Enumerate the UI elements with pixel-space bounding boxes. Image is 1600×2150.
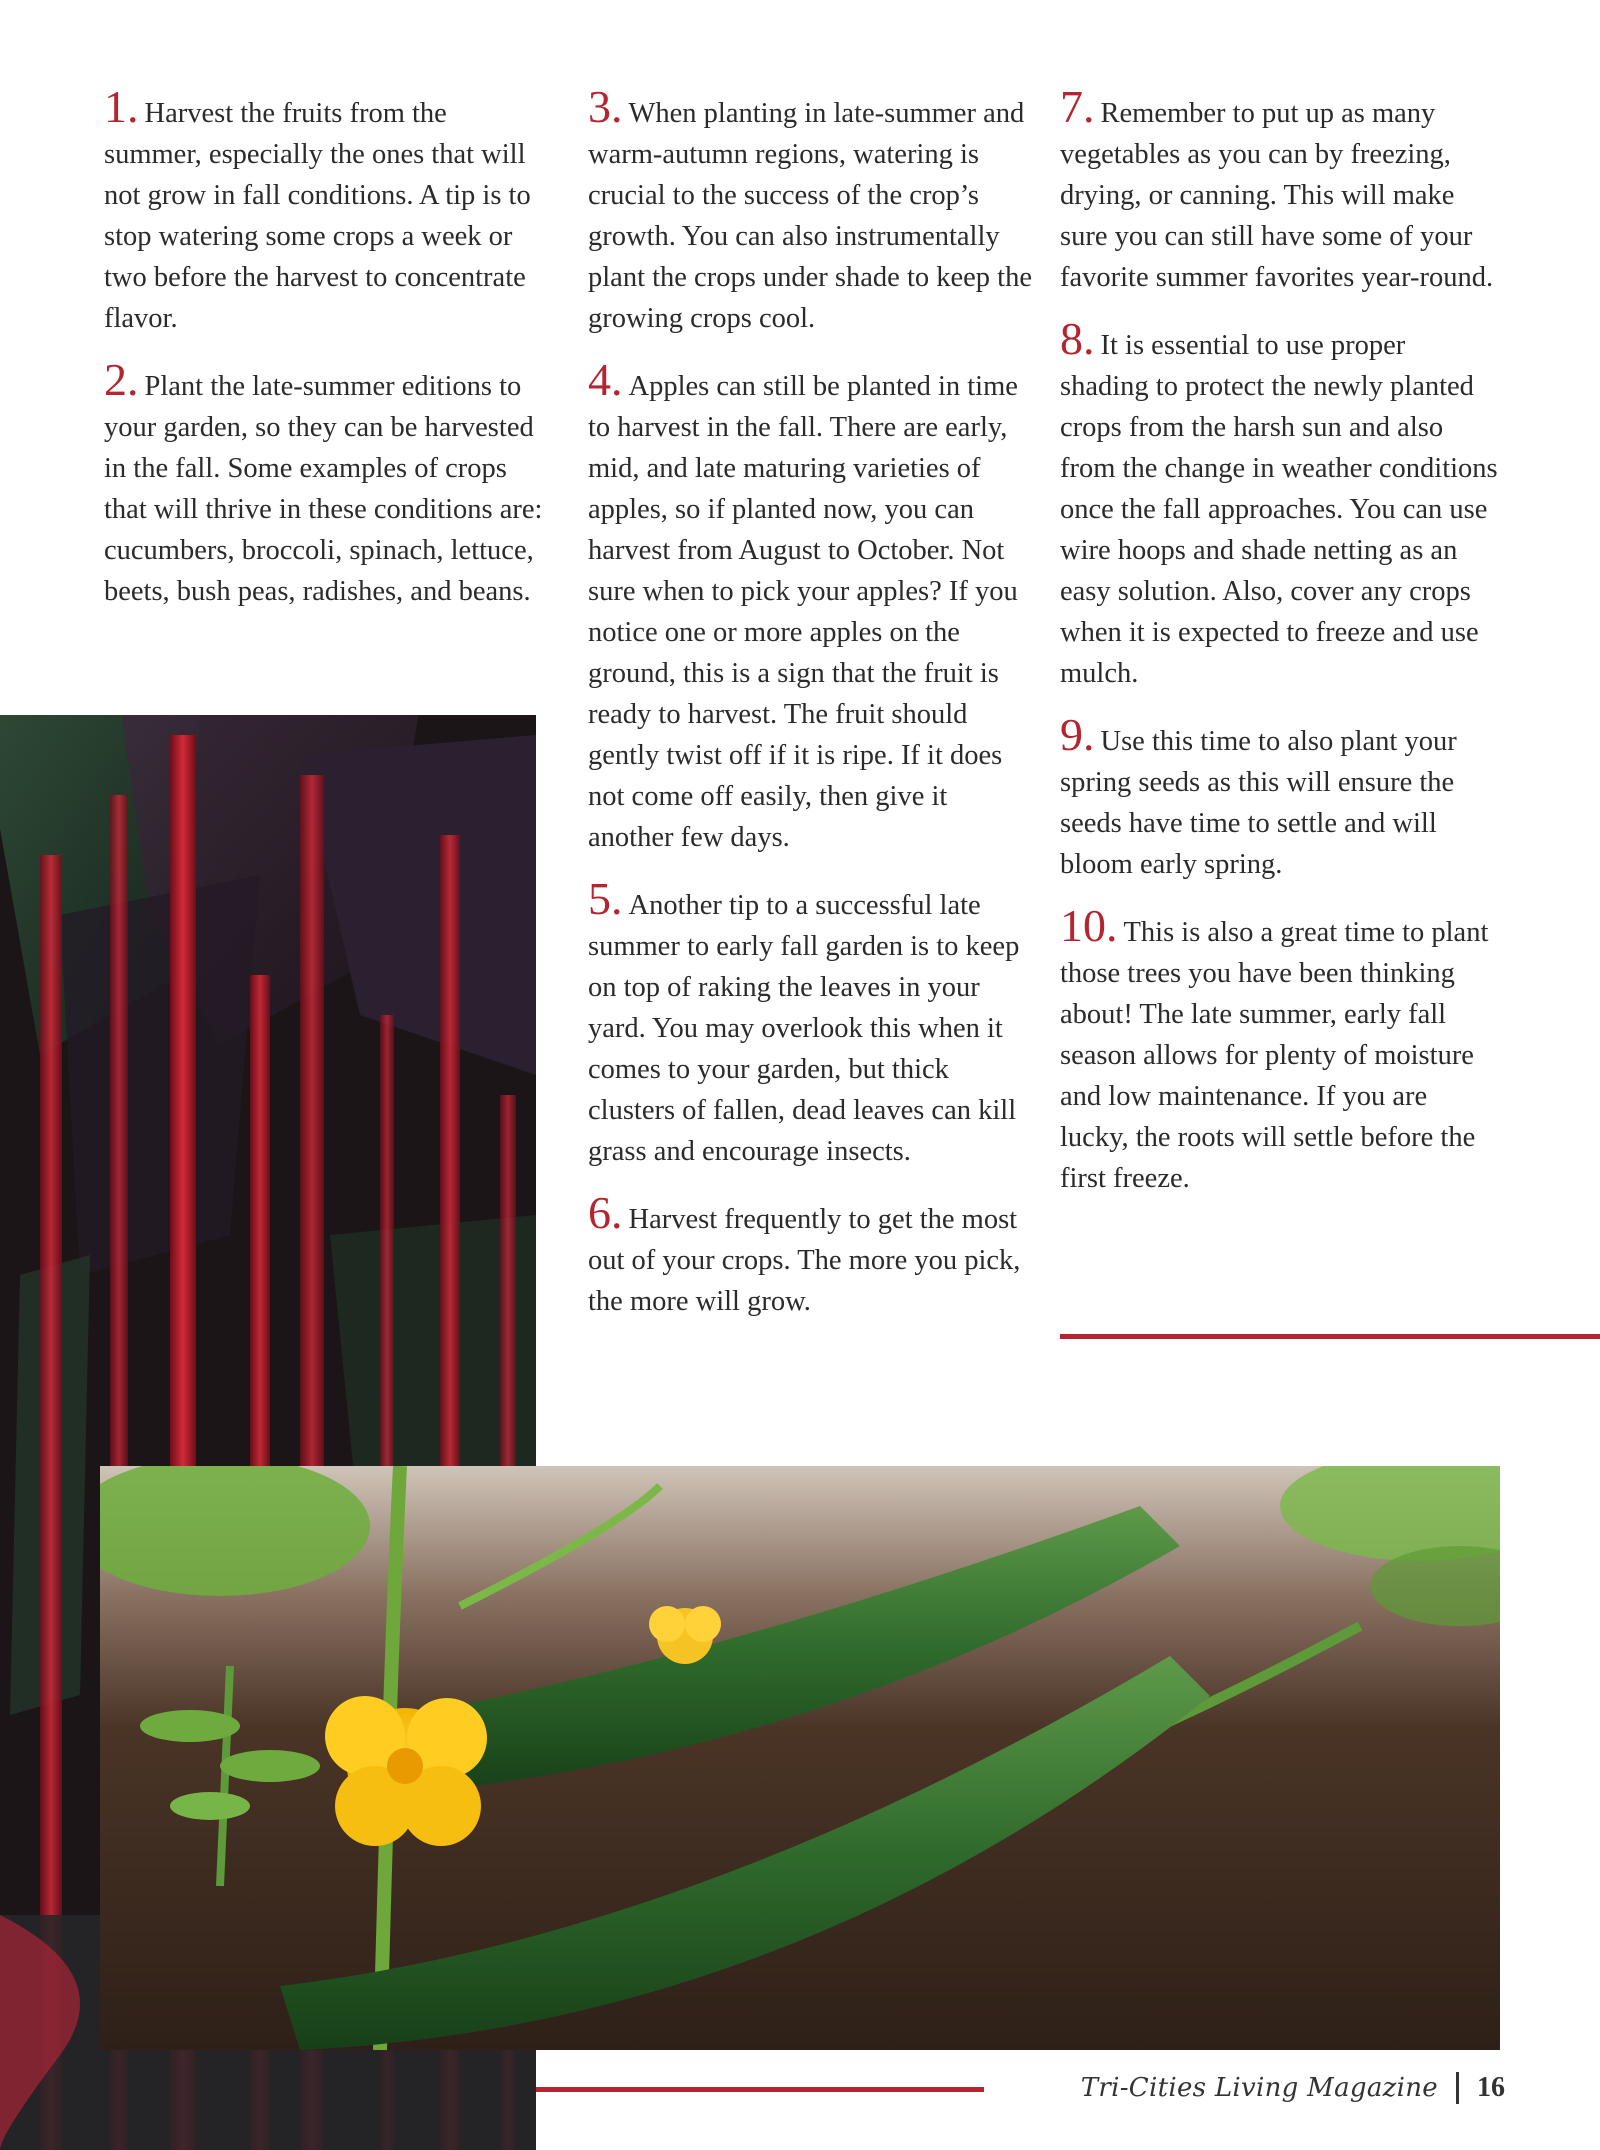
tip-7	[1060, 81, 1500, 298]
tip-5	[588, 873, 1033, 1172]
tip-number: 9.	[1060, 709, 1095, 760]
tip-number: 10.	[1060, 900, 1118, 951]
cucumber-plant-photo	[100, 1466, 1500, 2050]
tip-8	[1060, 313, 1500, 694]
tip-text: Remember to put up as many vegetables as you can by freezing, drying, or canning. This will make sure you can still have some of your favorite summer favorites year-round.	[1060, 98, 1494, 293]
tip-number: 4.	[588, 354, 623, 405]
tip-number: 8.	[1060, 313, 1095, 364]
tip-number: 3.	[588, 81, 623, 132]
tip-number: 1.	[104, 81, 139, 132]
page-number: 16	[1477, 2072, 1505, 2103]
tip-9	[1060, 709, 1500, 885]
tip-text: Apples can still be planted in time to harvest in the fall. There are early, mid, and late maturing varieties of apples, so if planted now, you can harvest from August to October. Not sure when to pick your apples? If you notice one or more apples on the ground, this is a sign that the fruit is ready to harvest. The fruit should gently twist off if it is ripe. If it does not come off easily, then give it another few days.	[588, 371, 1018, 853]
tip-number: 2.	[104, 354, 139, 405]
tip-2	[104, 354, 544, 612]
divider-rule-bottom	[536, 2087, 984, 2092]
tip-1	[104, 81, 544, 339]
tip-10	[1060, 900, 1500, 1199]
column-2	[588, 81, 1033, 1348]
magazine-name: Tri-Cities Living Magazine	[1080, 2073, 1438, 2103]
column-1	[104, 81, 544, 638]
tip-text: Use this time to also plant your spring seeds as this will ensure the seeds have time to settle and will bloom early spring.	[1060, 726, 1457, 880]
page-footer	[1000, 2068, 1505, 2108]
tip-text: It is essential to use proper shading to protect the newly planted crops from the harsh sun and also from the change in weather conditions once the fall approaches. You can use wire hoops and shade netting as an easy solution. Also, cover any crops when it is expected to freeze and use mulch.	[1060, 330, 1498, 689]
tip-number: 6.	[588, 1187, 623, 1238]
tip-text: Plant the late-summer editions to your garden, so they can be harvested in the fall. Some examples of crops that will thrive in these conditions are: cucumbers, broccoli, spinach, lettuce, beets, bush peas, radishes, and beans.	[104, 371, 543, 607]
tip-text: Another tip to a successful late summer to early fall garden is to keep on top of raking the leaves in your yard. You may overlook this when it comes to your garden, but thick clusters of fallen, dead leaves can kill grass and encourage insects.	[588, 890, 1020, 1167]
tip-text: When planting in late-summer and warm-autumn regions, watering is crucial to the success of the crop’s growth. You can also instrumentally plant the crops under shade to keep the growing crops cool.	[588, 98, 1032, 334]
tip-3	[588, 81, 1033, 339]
divider-rule-top	[1060, 1334, 1600, 1339]
tip-number: 7.	[1060, 81, 1095, 132]
tip-4	[588, 354, 1033, 858]
tip-text: Harvest the fruits from the summer, especially the ones that will not grow in fall conditions. A tip is to stop watering some crops a week or two before the harvest to concentrate flavor.	[104, 98, 531, 334]
tip-6	[588, 1187, 1033, 1322]
tip-text: This is also a great time to plant those trees you have been thinking about! The late summer, early fall season allows for plenty of moisture and low maintenance. If you are lucky, the roots will settle before the first freeze.	[1060, 917, 1489, 1194]
footer-separator	[1456, 2072, 1459, 2104]
tip-number: 5.	[588, 873, 623, 924]
column-3	[1060, 81, 1500, 1225]
tip-text: Harvest frequently to get the most out of your crops. The more you pick, the more will grow.	[588, 1204, 1021, 1317]
